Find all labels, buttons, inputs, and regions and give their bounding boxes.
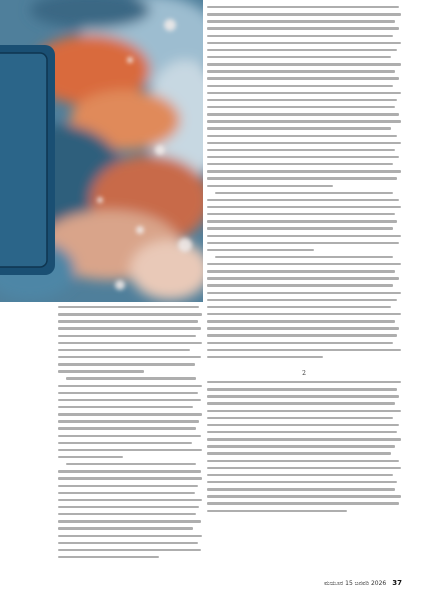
- text-line: [58, 370, 144, 372]
- text-line: [58, 449, 202, 451]
- text-line: [207, 349, 401, 351]
- text-line: [207, 242, 399, 244]
- text-line: [207, 35, 393, 37]
- text-line: [207, 452, 391, 454]
- text-line: [58, 556, 159, 558]
- text-line: [58, 513, 196, 515]
- page-number: 37: [392, 579, 402, 587]
- text-line: [207, 156, 399, 158]
- text-line: [207, 170, 401, 172]
- text-line: [66, 377, 196, 379]
- text-line: [207, 467, 401, 469]
- text-line: [207, 249, 314, 251]
- text-line: [207, 502, 399, 504]
- text-line: [207, 356, 323, 358]
- text-line: [207, 235, 401, 237]
- text-line: [207, 49, 397, 51]
- text-line: [58, 363, 195, 365]
- text-line: [58, 542, 198, 544]
- text-line: [58, 492, 195, 494]
- text-line: [215, 256, 393, 258]
- text-line: [207, 20, 395, 22]
- text-line: [207, 510, 347, 512]
- text-line: [207, 445, 395, 447]
- text-line: [207, 488, 395, 490]
- text-line: [207, 227, 393, 229]
- text-line: [207, 320, 395, 322]
- text-line: [207, 77, 399, 79]
- text-line: [207, 142, 401, 144]
- text-line: [58, 520, 201, 522]
- text-line: [58, 356, 201, 358]
- text-line: [207, 417, 393, 419]
- text-line: [58, 399, 201, 401]
- text-line: [207, 213, 395, 215]
- text-line: [207, 185, 333, 187]
- text-line: [207, 106, 395, 108]
- text-line: [58, 470, 201, 472]
- text-line: [207, 292, 401, 294]
- text-line: [207, 13, 401, 15]
- device-frame: [0, 45, 55, 275]
- text-line: [207, 199, 399, 201]
- text-line: [58, 406, 193, 408]
- text-line: [207, 327, 399, 329]
- text-line: [58, 477, 202, 479]
- text-line: [58, 385, 202, 387]
- text-line: [58, 456, 123, 458]
- text-line: [207, 299, 397, 301]
- text-line: [207, 120, 401, 122]
- text-line: [58, 420, 199, 422]
- text-line: [207, 6, 399, 8]
- text-line: [207, 402, 395, 404]
- text-line: [207, 388, 397, 390]
- issue-date: ಮಯೂರ 15 ಜನವರಿ 2026: [324, 580, 387, 587]
- text-line: [58, 506, 199, 508]
- text-line: [207, 42, 401, 44]
- text-line: [207, 313, 401, 315]
- text-line: [207, 27, 399, 29]
- text-line: [58, 485, 198, 487]
- text-line: [207, 113, 399, 115]
- text-line: [215, 192, 393, 194]
- text-line: [207, 149, 395, 151]
- text-line: [207, 92, 401, 94]
- text-line: [58, 535, 202, 537]
- text-line: [58, 527, 193, 529]
- text-line: [207, 306, 391, 308]
- text-line: [207, 438, 401, 440]
- text-line: [58, 549, 201, 551]
- text-line: [58, 413, 202, 415]
- text-line: [58, 335, 196, 337]
- text-line: [207, 135, 397, 137]
- text-line: [66, 463, 196, 465]
- text-line: [207, 474, 393, 476]
- text-line: [207, 424, 399, 426]
- page-footer: [324, 579, 402, 588]
- text-line: [207, 342, 393, 344]
- text-line: [207, 460, 399, 462]
- text-line: [58, 349, 190, 351]
- section-number: 2: [302, 370, 306, 378]
- text-line: [58, 442, 192, 444]
- text-line: [207, 284, 393, 286]
- text-line: [207, 481, 397, 483]
- text-line: [58, 427, 196, 429]
- text-line: [58, 342, 202, 344]
- text-line: [58, 327, 201, 329]
- text-line: [58, 499, 202, 501]
- text-line: [207, 495, 401, 497]
- text-line: [58, 435, 201, 437]
- text-line: [207, 70, 395, 72]
- text-line: [207, 395, 399, 397]
- left-column: [58, 306, 202, 563]
- text-line: [58, 320, 198, 322]
- text-line: [207, 63, 401, 65]
- text-line: [207, 381, 401, 383]
- text-line: [207, 263, 401, 265]
- text-line: [207, 410, 401, 412]
- text-line: [207, 334, 397, 336]
- text-line: [207, 270, 395, 272]
- text-line: [207, 431, 397, 433]
- abstract-painting: [0, 0, 203, 302]
- text-line: [207, 163, 393, 165]
- text-line: [207, 177, 397, 179]
- text-line: [58, 313, 202, 315]
- article-illustration: [0, 0, 203, 302]
- text-line: [207, 206, 401, 208]
- right-column: [207, 6, 401, 517]
- text-line: [207, 85, 393, 87]
- text-line: [207, 99, 397, 101]
- text-line: [207, 56, 391, 58]
- text-line: [207, 127, 391, 129]
- text-line: [58, 306, 199, 308]
- text-line: [58, 392, 198, 394]
- text-line: [207, 220, 397, 222]
- text-line: [207, 277, 399, 279]
